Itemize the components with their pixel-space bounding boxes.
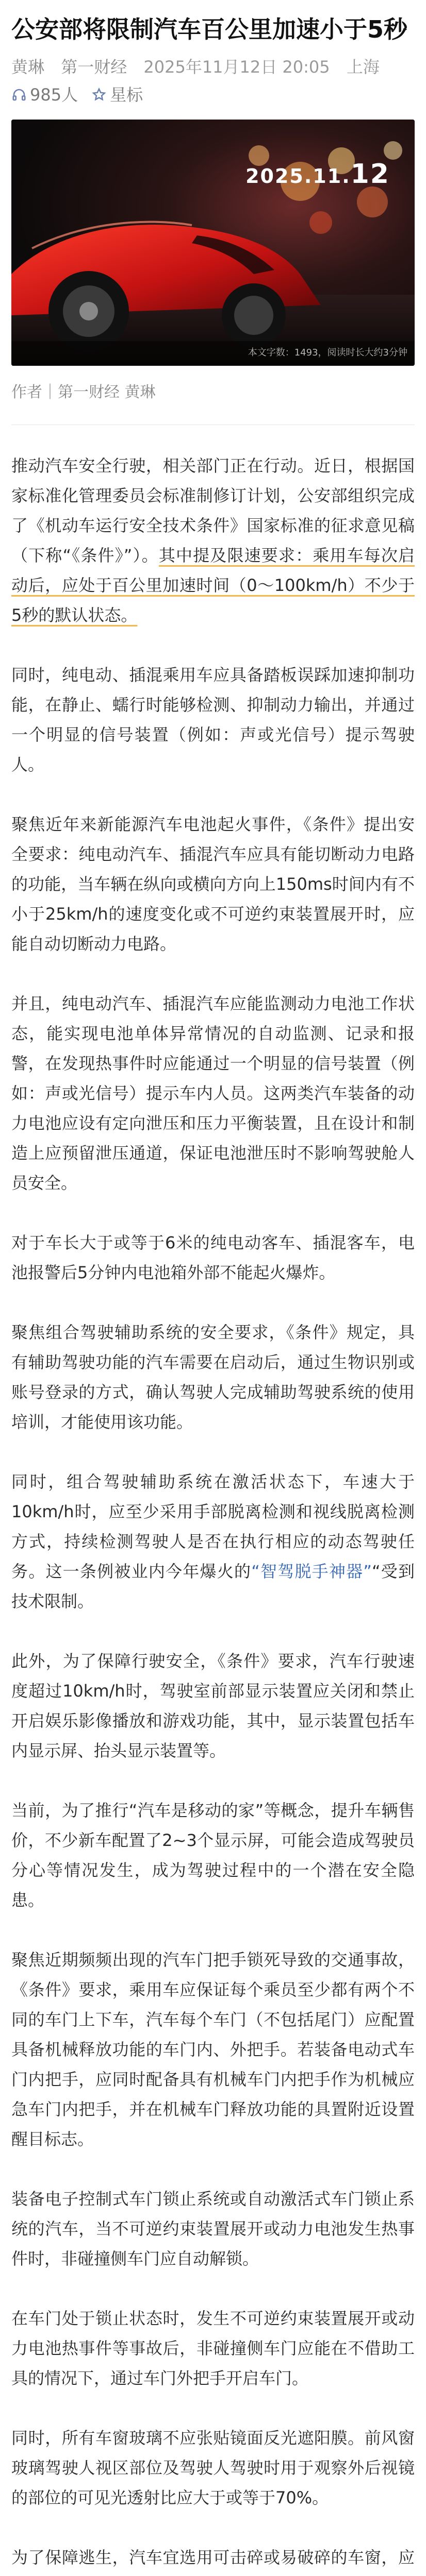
car-photo-icon <box>11 120 415 366</box>
key-requirement: 其中提及限速要求：乘用车每次启动后，应处于百公里加速时间（0～100km/h）不少于5秒的默认状态。 <box>11 546 415 625</box>
hero-date-day: 12 <box>350 159 390 190</box>
paragraph: 聚焦近期频频出现的汽车门把手锁死导致的交通事故，《条件》要求，乘用车应保证每个乘员至少都有两个不同的车门上下车，汽车每个车门（不包括尾门）应配置具备机械释放功能的车门内、外把手。若装备电动式车门内把手，应同时配备具有机械车门内把手作为机械应急车门内把手，并在机械车门释放功能的具置附近设置醒目标志。 <box>11 1950 415 2149</box>
author-name[interactable]: 黄琳 <box>11 57 45 77</box>
article-meta <box>0 46 426 79</box>
hero-stats: 本文字数：1493，阅读时长大约3分钟 <box>248 347 407 358</box>
smart-driving-link[interactable]: “智驾脱手神器” <box>251 1562 372 1581</box>
hero-image <box>11 120 415 366</box>
paragraph: 聚焦组合驾驶辅助系统的安全要求，《条件》规定，具有辅助驾驶功能的汽车需要在启动后，通过生物识别或账号登录的方式，确认驾驶人完成辅助驾驶系统的使用培训，才能使用该功能。 <box>11 1323 415 1432</box>
paragraph: 同时，纯电动、插混乘用车应具备踏板误踩加速抑制功能，在静止、蠕行时能够检测、抑制动力输出，并通过一个明显的信号装置（例如：声或光信号）提示驾驶人。 <box>11 665 415 774</box>
read-count-value: 985人 <box>30 85 78 105</box>
paragraph: 装备电子控制式车门锁止系统或自动激活式车门锁止系统的汽车，当不可逆约束装置展开或动力电池发生热事件时，非碰撞侧车门应自动解锁。 <box>11 2189 415 2268</box>
source-name[interactable]: 第一财经 <box>61 57 127 77</box>
paragraph: 并且，纯电动汽车、插混汽车应能监测动力电池工作状态，能实现电池单体异常情况的自动监测、记录和报警，在发现热事件时应能通过一个明显的信号装置（例如：声或光信号）提示车内人员。这两类汽车装备的动力电池应设有定向泄压和压力平衡装置，且在设计和制造上应预留泄压通道，保证电池泄压时不影响驾驶舱人员安全。 <box>11 994 415 1193</box>
article-body <box>0 425 426 2576</box>
paragraph: 当前，为了推行“汽车是移动的家”等概念，提升车辆售价，不少新车配置了2~3个显示屏，可能会造成驾驶员分心等情况发生，成为驾驶过程中的一个潜在安全隐患。 <box>11 1801 415 1910</box>
paragraph: 聚焦近年来新能源汽车电池起火事件，《条件》提出安全要求：纯电动汽车、插混汽车应具有能切断动力电路的功能，当车辆在纵向或横向方向上150ms时间内有不小于25km/h的速度变化或不可逆约束装置展开时，应能自动切断动力电路。 <box>11 815 415 954</box>
article-title: 公安部将限制汽车百公里加速小于5秒 <box>11 15 408 43</box>
article-actions <box>0 79 426 107</box>
star-button[interactable] <box>91 82 143 107</box>
publish-location: 上海 <box>346 57 380 77</box>
star-icon <box>91 87 107 103</box>
paragraph: 同时，所有车窗玻璃不应张贴镜面反光遮阳膜。前风窗玻璃驾驶人视区部位及驾驶人驾驶时用于观察外后视镜的部位的可见光透射比应大于或等于70%。 <box>11 2428 415 2507</box>
paragraph: 此外，为了保障行驶安全，《条件》要求，汽车行驶速度超过10km/h时，驾驶室前部显示装置应关闭和禁止开启娱乐影像播放和游戏功能，其中，显示装置包括车内显示屏、抬头显示装置等。 <box>11 1651 415 1760</box>
paragraph: 推动汽车安全行驶，相关部门正在行动。近日，根据国家标准化管理委员会标准制修订计划，公安部组织完成了《机动车运行安全技术条件》国家标准的征求意见稿（下称“《条件》”）。其中提及限速要求：乘用车每次启动后，应处于百公里加速时间（0～100km/h）不少于5秒的默认状态。 <box>11 456 415 625</box>
hero-date-prefix: 2025.11. <box>245 165 351 188</box>
paragraph: 对于车长大于或等于6米的纯电动客车、插混客车，电池报警后5分钟内电池箱外部不能起火爆炸。 <box>11 1233 415 1282</box>
headphones-icon <box>11 87 27 103</box>
publish-time: 2025年11月12日 20:05 <box>143 57 330 77</box>
byline: 作者｜第一财经 黄琳 <box>11 383 156 401</box>
hero-date <box>245 159 390 190</box>
paragraph: 在车门处于锁止状态时，发生不可逆约束装置展开或动力电池热事件等事故后，非碰撞侧车门应能在不借助工具的情况下，通过车门外把手开启车门。 <box>11 2309 415 2388</box>
star-label: 星标 <box>110 85 143 105</box>
read-count <box>11 82 78 107</box>
paragraph: 为了保障逃生，汽车宜选用可击碎或易破碎的车窗，应 <box>11 2548 415 2567</box>
paragraph: 同时，组合驾驶辅助系统在激活状态下，车速大于10km/h时，应至少采用手部脱离检测和视线脱离检测方式，持续检测驾驶人是否在执行相应的动态驾驶任务。这一条例被业内今年爆火的“智驾脱手神器”“受到技术限制。 <box>11 1472 415 1611</box>
